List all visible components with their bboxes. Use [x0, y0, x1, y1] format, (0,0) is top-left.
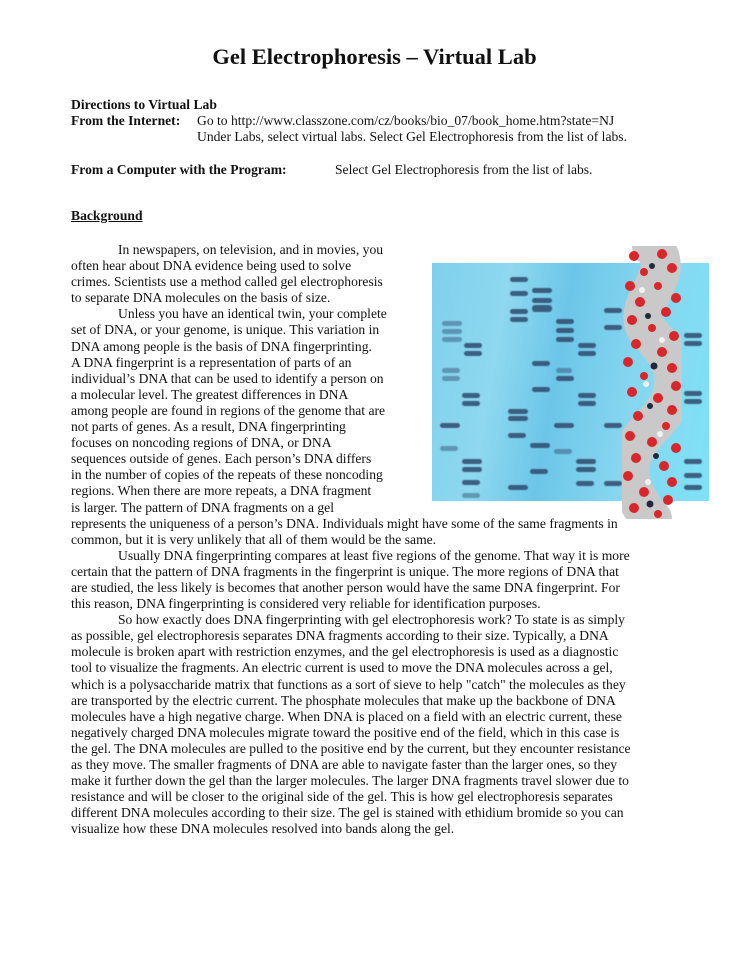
text-line: among people are found in regions of the genome that are	[71, 402, 386, 418]
internet-instruction-labs: Under Labs, select virtual labs. Select Gel Electrophoresis from the list of labs.	[197, 129, 627, 144]
text-line: Usually DNA fingerprinting compares at least five regions of the genome. That way it is more	[118, 547, 630, 563]
text-line: In newspapers, on television, and in movies, you	[118, 242, 384, 257]
text-line: often hear about DNA evidence being used to solve	[71, 258, 352, 274]
text-line: set of DNA, or your genome, is unique. This variation in	[71, 322, 380, 338]
text-line: sequences outside of genes. Each person’s DNA differs	[71, 451, 372, 467]
text-line: as they move. The smaller fragments of DNA are able to navigate faster than the larger ones, so they	[71, 757, 618, 772]
dna-helix-illustration	[622, 246, 682, 519]
text-line: as possible, gel electrophoresis separates DNA fragments according to their size. Typically, a DNA	[71, 628, 609, 644]
text-line: negatively charged DNA molecules migrate toward the positive end of the field, which in this case is	[71, 724, 620, 740]
text-line: So how exactly does DNA fingerprinting with gel electrophoresis work? To state is as simply	[118, 612, 625, 628]
text-line: crimes. Scientists use a method called gel electrophoresis	[71, 274, 383, 290]
internet-label: From the Internet:	[71, 113, 181, 128]
text-line: visualize how these DNA molecules resolved into bands along the gel.	[71, 821, 455, 837]
text-line: focuses on noncoding regions of DNA, or DNA	[71, 435, 332, 451]
text-line: are transported by the electric current. The phosphate molecules that make up the backbone of DNA	[71, 692, 616, 708]
directions-heading: Directions to Virtual Lab	[71, 97, 217, 112]
text-line: is larger. The pattern of DNA fragments on a gel	[71, 499, 334, 515]
text-line: this reason, DNA fingerprinting is considered very reliable for identification purposes.	[71, 596, 541, 612]
text-line: individual’s DNA that can be used to identify a person on	[71, 370, 384, 386]
text-line: make it further down the gel than the larger molecules. The larger DNA fragments travel slower due to	[71, 773, 629, 789]
text-line: A DNA fingerprint is a representation of parts of an	[71, 354, 352, 370]
text-line: represents the uniqueness of a person’s DNA. Individuals might have some of the same fragments in	[71, 515, 618, 531]
text-line: the gel. The DNA molecules are pulled to the positive end by the current, but they encounter resistance	[71, 740, 631, 756]
text-line: which is a polysaccharide matrix that functions as a sort of sieve to help "catch" the molecules as they	[71, 676, 626, 692]
text-line: resistance and will be closer to the original side of the gel. This is how gel electrophoresis separates	[71, 789, 613, 805]
text-line: common, but it is very unlikely that all of them would be the same.	[71, 531, 437, 547]
text-line: not parts of genes. As a result, DNA fingerprinting	[71, 419, 346, 435]
page-title: Gel Electrophoresis – Virtual Lab	[212, 44, 537, 69]
text-line: certain that the pattern of DNA fragments in the fingerprint is unique. The more regions of DNA that	[71, 563, 619, 579]
computer-label: From a Computer with the Program:	[71, 162, 287, 177]
text-line: tool to visualize the fragments. An electric current is used to move the DNA molecules across a gel,	[71, 660, 613, 676]
text-line: regions. When there are more repeats, a DNA fragment	[71, 483, 372, 499]
text-line: molecules have a high negative charge. When DNA is placed on a field with an electric current, these	[71, 708, 622, 724]
text-line: in the number of copies of the repeats of these noncoding	[71, 467, 383, 483]
text-line: Unless you have an identical twin, your complete	[118, 306, 387, 322]
text-line: to separate DNA molecules on the basis of size.	[71, 290, 331, 306]
computer-instruction: Select Gel Electrophoresis from the list of labs.	[335, 162, 593, 177]
text-line: a molecular level. The greatest differences in DNA	[71, 386, 349, 402]
dna-fingerprint-figure	[432, 246, 710, 519]
text-line: molecule is broken apart with restriction enzymes, and the gel electrophoresis is used as a diagnostic	[71, 644, 619, 660]
text-line: are studied, the less likely is becomes that another person would have the same DNA fingerprint. For	[71, 579, 620, 595]
internet-instruction-url: Go to http://www.classzone.com/cz/books/bio_07/book_home.htm?state=NJ	[197, 113, 615, 128]
text-line: DNA among people is the basis of DNA fingerprinting.	[71, 338, 372, 354]
text-line: different DNA molecules according to their size. The gel is stained with ethidium bromide so you can	[71, 805, 624, 821]
background-heading: Background	[71, 208, 143, 223]
